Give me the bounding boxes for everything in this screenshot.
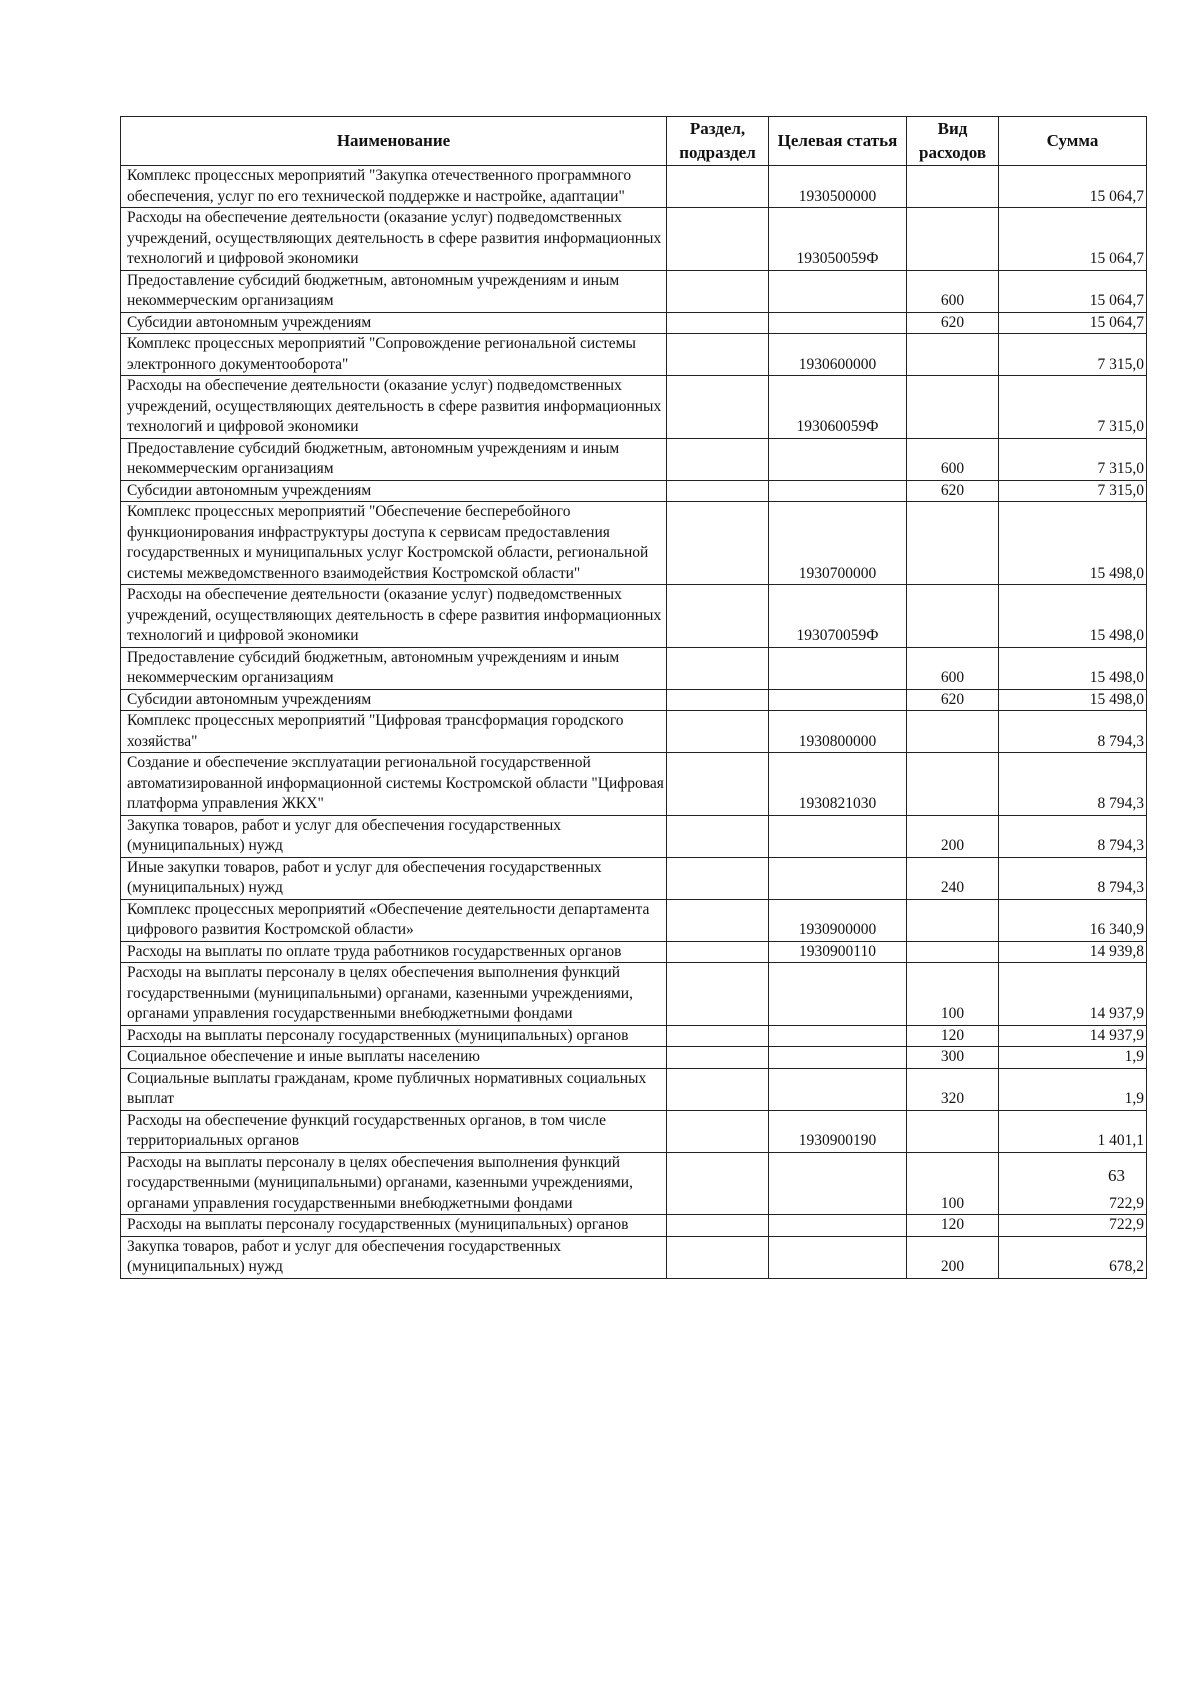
cell-name: Комплекс процессных мероприятий "Закупка отечественного программного обеспечения, услуг по его технической поддержке и настройке, адаптации" [121,166,667,208]
cell-section [667,899,769,941]
cell-name: Социальное обеспечение и иные выплаты населению [121,1047,667,1069]
cell-expense-type [907,941,999,963]
table-row [121,480,1147,502]
cell-sum: 722,9 [999,1215,1147,1237]
cell-article [769,438,907,480]
cell-expense-type: 200 [907,815,999,857]
cell-article [769,1025,907,1047]
table-row [121,753,1147,816]
cell-name: Комплекс процессных мероприятий "Обеспечение бесперебойного функционирования инфраструктуры доступа к сервисам предоставления государственных и муниципальных услуг Костромской области, региональной системы межведомственного взаимодействия Костромской области" [121,502,667,585]
cell-expense-type [907,334,999,376]
cell-name: Субсидии автономным учреждениям [121,480,667,502]
table-row [121,1110,1147,1152]
cell-name: Расходы на выплаты персоналу государственных (муниципальных) органов [121,1215,667,1237]
cell-name: Расходы на обеспечение деятельности (оказание услуг) подведомственных учреждений, осуществляющих деятельность в сфере развития информационных технологий и цифровой экономики [121,376,667,439]
cell-article: 1930700000 [769,502,907,585]
cell-expense-type: 600 [907,438,999,480]
cell-section [667,1047,769,1069]
table-row [121,1068,1147,1110]
table-header-row [121,117,1147,166]
cell-sum: 1,9 [999,1047,1147,1069]
header-article: Целевая статья [769,117,907,166]
cell-sum: 8 794,3 [999,815,1147,857]
table-row [121,166,1147,208]
cell-section [667,166,769,208]
table-row [121,647,1147,689]
cell-section [667,438,769,480]
table-row [121,585,1147,648]
cell-name: Создание и обеспечение эксплуатации региональной государственной автоматизированной информационной системы Костромской области "Цифровая платформа управления ЖКХ" [121,753,667,816]
header-section: Раздел, подраздел [667,117,769,166]
cell-expense-type: 620 [907,312,999,334]
cell-name: Комплекс процессных мероприятий «Обеспечение деятельности департамента цифрового развития Костромской области» [121,899,667,941]
cell-expense-type [907,1110,999,1152]
cell-sum: 15 498,0 [999,502,1147,585]
cell-article [769,480,907,502]
cell-name: Субсидии автономным учреждениям [121,312,667,334]
cell-article: 193050059Ф [769,208,907,271]
cell-expense-type: 240 [907,857,999,899]
cell-expense-type: 600 [907,270,999,312]
cell-expense-type: 620 [907,480,999,502]
table-row [121,963,1147,1026]
cell-article [769,1047,907,1069]
cell-sum: 7 315,0 [999,334,1147,376]
cell-section [667,1110,769,1152]
cell-article [769,1236,907,1278]
table-row [121,1047,1147,1069]
cell-sum: 15 498,0 [999,647,1147,689]
cell-sum: 16 340,9 [999,899,1147,941]
cell-name: Расходы на обеспечение деятельности (оказание услуг) подведомственных учреждений, осуществляющих деятельность в сфере развития информационных технологий и цифровой экономики [121,208,667,271]
header-sum: Сумма [999,117,1147,166]
cell-sum: 15 498,0 [999,585,1147,648]
cell-sum: 14 937,9 [999,1025,1147,1047]
table-row [121,815,1147,857]
cell-expense-type [907,753,999,816]
cell-section [667,647,769,689]
cell-section [667,753,769,816]
cell-expense-type [907,166,999,208]
cell-article: 1930900110 [769,941,907,963]
cell-sum: 15 064,7 [999,270,1147,312]
budget-table [120,116,1147,1279]
cell-name: Расходы на обеспечение функций государственных органов, в том числе территориальных органов [121,1110,667,1152]
cell-name: Субсидии автономным учреждениям [121,689,667,711]
cell-name: Иные закупки товаров, работ и услуг для обеспечения государственных (муниципальных) нужд [121,857,667,899]
cell-expense-type [907,711,999,753]
cell-expense-type: 600 [907,647,999,689]
cell-article: 1930821030 [769,753,907,816]
cell-sum: 15 498,0 [999,689,1147,711]
table-row [121,1236,1147,1278]
cell-section [667,1025,769,1047]
cell-expense-type: 620 [907,689,999,711]
cell-sum: 15 064,7 [999,166,1147,208]
table-row [121,438,1147,480]
table-row [121,711,1147,753]
cell-sum: 15 064,7 [999,312,1147,334]
cell-expense-type [907,502,999,585]
cell-article [769,1215,907,1237]
cell-name: Закупка товаров, работ и услуг для обеспечения государственных (муниципальных) нужд [121,815,667,857]
cell-article: 1930900000 [769,899,907,941]
table-row [121,208,1147,271]
table-row [121,1025,1147,1047]
cell-sum: 14 937,9 [999,963,1147,1026]
cell-section [667,815,769,857]
cell-sum: 7 315,0 [999,480,1147,502]
cell-expense-type [907,585,999,648]
cell-article: 193070059Ф [769,585,907,648]
cell-section [667,1068,769,1110]
cell-article [769,963,907,1026]
cell-article [769,270,907,312]
cell-article [769,815,907,857]
cell-name: Социальные выплаты гражданам, кроме публичных нормативных социальных выплат [121,1068,667,1110]
cell-sum: 722,9 [999,1152,1147,1215]
cell-sum: 7 315,0 [999,376,1147,439]
cell-expense-type: 120 [907,1215,999,1237]
cell-section [667,711,769,753]
cell-name: Комплекс процессных мероприятий "Цифровая трансформация городского хозяйства" [121,711,667,753]
cell-name: Расходы на обеспечение деятельности (оказание услуг) подведомственных учреждений, осуществляющих деятельность в сфере развития информационных технологий и цифровой экономики [121,585,667,648]
cell-name: Предоставление субсидий бюджетным, автономным учреждениям и иным некоммерческим организациям [121,647,667,689]
cell-name: Расходы на выплаты персоналу государственных (муниципальных) органов [121,1025,667,1047]
table-body [121,166,1147,1279]
cell-section [667,857,769,899]
cell-sum: 8 794,3 [999,857,1147,899]
cell-section [667,1215,769,1237]
cell-section [667,585,769,648]
cell-expense-type: 120 [907,1025,999,1047]
cell-sum: 15 064,7 [999,208,1147,271]
cell-expense-type: 100 [907,963,999,1026]
cell-name: Комплекс процессных мероприятий "Сопровождение региональной системы электронного документооборота" [121,334,667,376]
cell-sum: 678,2 [999,1236,1147,1278]
cell-section [667,1236,769,1278]
cell-article: 1930900190 [769,1110,907,1152]
cell-section [667,312,769,334]
cell-name: Расходы на выплаты персоналу в целях обеспечения выполнения функций государственными (муниципальными) органами, казенными учреждениями, органами управления государственными внебюджетными фондами [121,963,667,1026]
table-row [121,376,1147,439]
cell-expense-type: 200 [907,1236,999,1278]
cell-section [667,270,769,312]
cell-name: Расходы на выплаты персоналу в целях обеспечения выполнения функций государственными (муниципальными) органами, казенными учреждениями, органами управления государственными внебюджетными фондами [121,1152,667,1215]
cell-sum: 8 794,3 [999,753,1147,816]
cell-article [769,1152,907,1215]
cell-expense-type: 100 [907,1152,999,1215]
cell-article: 1930500000 [769,166,907,208]
cell-name: Закупка товаров, работ и услуг для обеспечения государственных (муниципальных) нужд [121,1236,667,1278]
cell-expense-type [907,899,999,941]
table-row [121,1152,1147,1215]
cell-article [769,1068,907,1110]
cell-article [769,857,907,899]
cell-article: 193060059Ф [769,376,907,439]
table-row [121,899,1147,941]
table-row [121,270,1147,312]
cell-section [667,963,769,1026]
cell-sum: 8 794,3 [999,711,1147,753]
cell-expense-type [907,208,999,271]
table-row [121,1215,1147,1237]
cell-expense-type [907,376,999,439]
cell-name: Расходы на выплаты по оплате труда работников государственных органов [121,941,667,963]
cell-sum: 14 939,8 [999,941,1147,963]
page-number: 63 [1108,1166,1125,1185]
cell-section [667,941,769,963]
cell-sum: 1,9 [999,1068,1147,1110]
cell-article [769,647,907,689]
table-row [121,689,1147,711]
cell-article: 1930600000 [769,334,907,376]
cell-section [667,208,769,271]
table-row [121,502,1147,585]
cell-section [667,334,769,376]
table-row [121,857,1147,899]
cell-article: 1930800000 [769,711,907,753]
table-row [121,941,1147,963]
cell-article [769,312,907,334]
cell-sum: 7 315,0 [999,438,1147,480]
cell-expense-type: 320 [907,1068,999,1110]
cell-article [769,689,907,711]
table-row [121,334,1147,376]
table-row [121,312,1147,334]
cell-section [667,1152,769,1215]
cell-name: Предоставление субсидий бюджетным, автономным учреждениям и иным некоммерческим организациям [121,270,667,312]
cell-section [667,502,769,585]
cell-name: Предоставление субсидий бюджетным, автономным учреждениям и иным некоммерческим организациям [121,438,667,480]
header-expense-type: Вид расходов [907,117,999,166]
cell-expense-type: 300 [907,1047,999,1069]
cell-section [667,376,769,439]
header-name: Наименование [121,117,667,166]
cell-section [667,689,769,711]
cell-sum: 1 401,1 [999,1110,1147,1152]
cell-section [667,480,769,502]
